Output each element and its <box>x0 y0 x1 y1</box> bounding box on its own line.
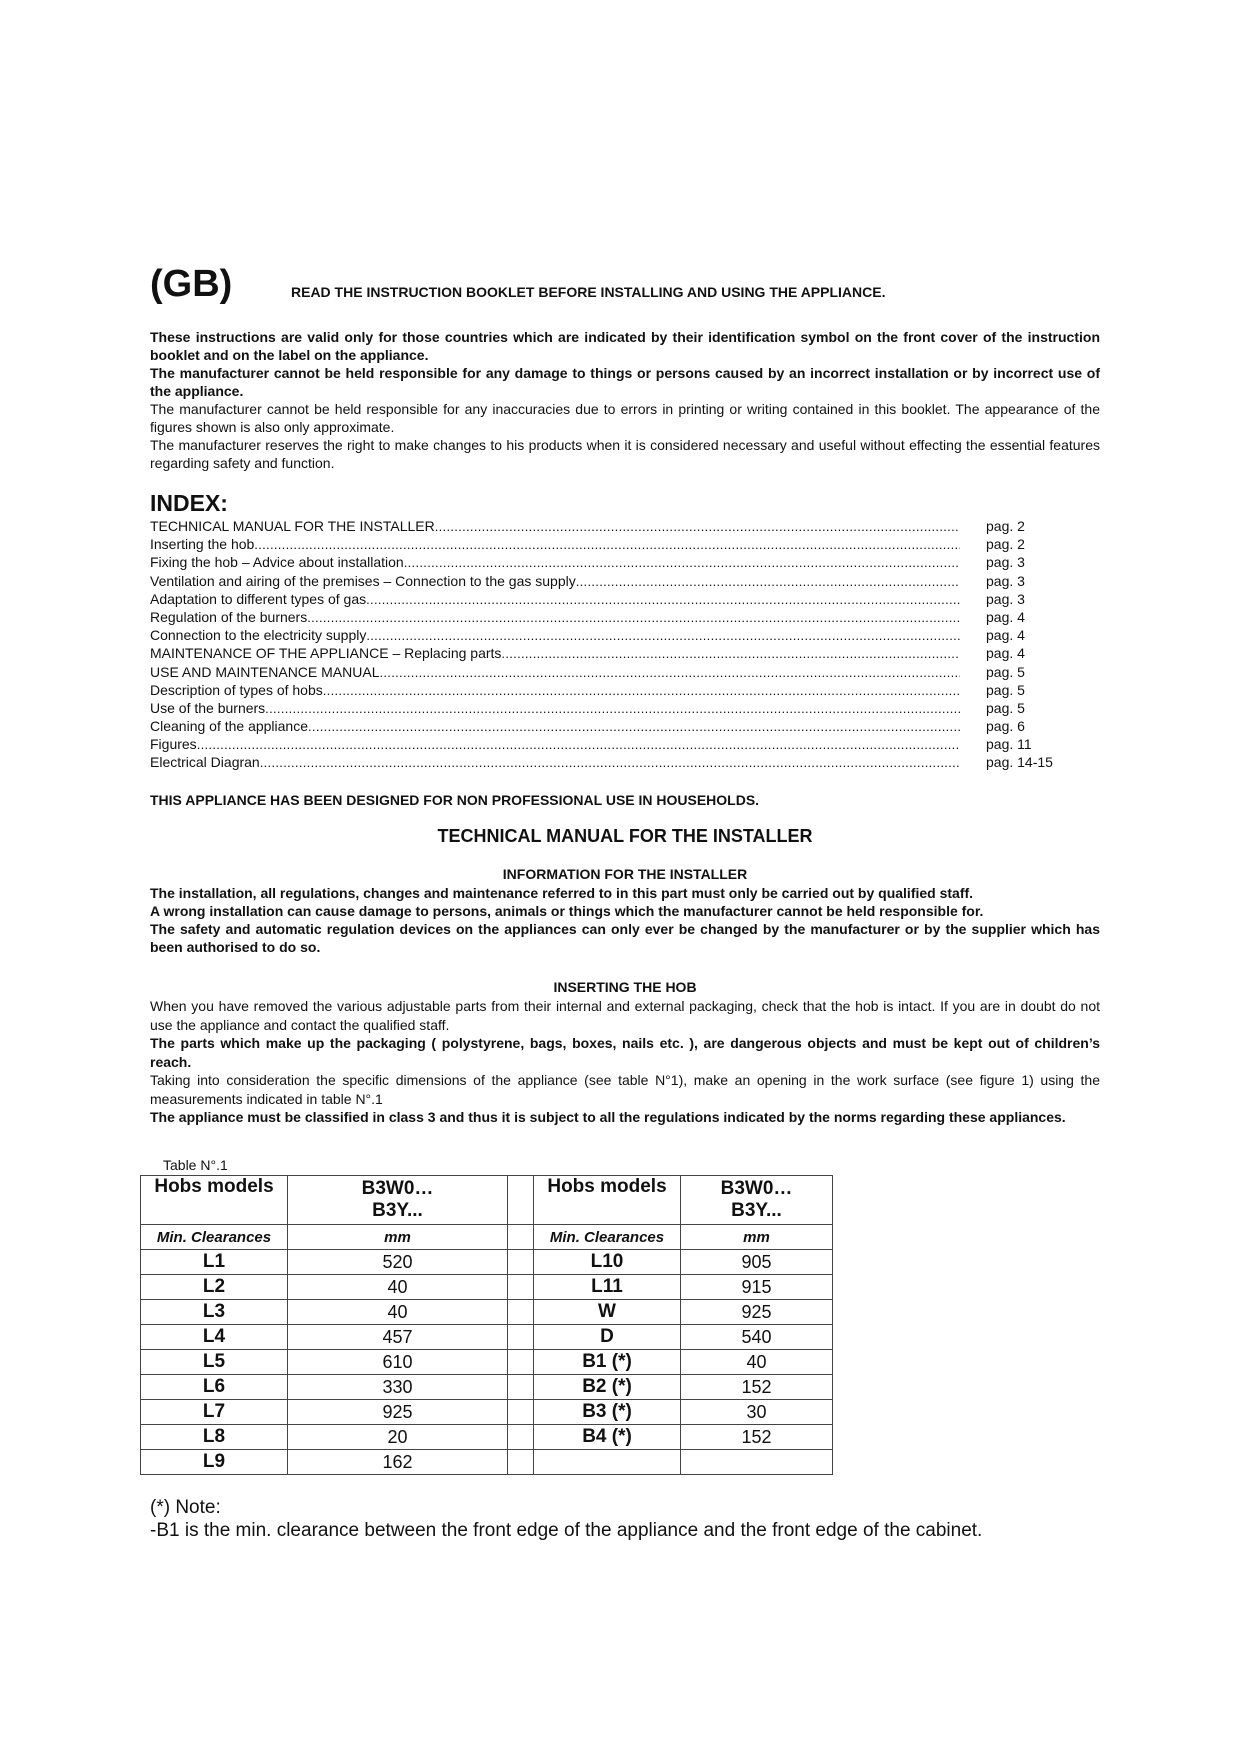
clearance-value: 330 <box>288 1375 508 1400</box>
index-entry-title-wrap <box>150 735 960 754</box>
intro-inaccuracies: The manufacturer cannot be held responsible for any inaccuracies due to errors in printing or writing contained in this booklet. The appearance of the figures shown is also only approximate. <box>150 401 1100 435</box>
index-title: INDEX: <box>150 490 228 516</box>
index-entry-page: pag. 6 <box>986 718 1025 735</box>
table-row <box>141 1450 833 1475</box>
intro-changes: The manufacturer reserves the right to make changes to his products when it is considered necessary and useful without effecting the essential features regarding safety and function. <box>150 437 1100 471</box>
clearance-label: B1 (*) <box>534 1350 681 1375</box>
clearance-label: B3 (*) <box>534 1400 681 1425</box>
clearance-label: L9 <box>141 1450 288 1475</box>
clearances-table <box>140 1175 833 1475</box>
table-gap <box>508 1350 534 1375</box>
inserting-paragraph: Taking into consideration the specific dimensions of the appliance (see table N°1), make an opening in the work surface (see figure 1) using the measurements indicated in table N°.1 <box>150 1072 1100 1107</box>
index-entry-page: pag. 3 <box>986 572 1025 589</box>
header-model-codes <box>681 1176 833 1225</box>
country-code: (GB) <box>150 263 233 305</box>
clearance-label: B4 (*) <box>534 1425 681 1450</box>
clearance-value: 610 <box>288 1350 508 1375</box>
index-entry <box>150 590 1100 608</box>
clearance-label: L6 <box>141 1375 288 1400</box>
index-leader-dots <box>576 572 960 591</box>
technical-manual-title: TECHNICAL MANUAL FOR THE INSTALLER <box>437 826 813 846</box>
index-leader-dots <box>265 699 960 718</box>
clearance-value: 30 <box>681 1400 833 1425</box>
index-entry <box>150 535 1100 553</box>
clearance-label: L8 <box>141 1425 288 1450</box>
clearance-value <box>681 1450 833 1475</box>
clearance-value: 40 <box>288 1275 508 1300</box>
index-entry-title: Cleaning of the appliance <box>150 718 309 735</box>
inserting-paragraph: The appliance must be classified in class 3 and thus it is subject to all the regulations indicated by the norms regarding these appliances. <box>150 1109 1066 1125</box>
model-code: B3Y... <box>731 1200 782 1221</box>
clearance-value: 925 <box>681 1300 833 1325</box>
table-row <box>141 1400 833 1425</box>
table-row <box>141 1275 833 1300</box>
table-gap <box>508 1375 534 1400</box>
table-row <box>141 1375 833 1400</box>
index-entry-title: Use of the burners <box>150 699 266 716</box>
table-row <box>141 1325 833 1350</box>
index-entry-title: TECHNICAL MANUAL FOR THE INSTALLER <box>150 518 435 534</box>
index-list <box>150 517 1100 772</box>
index-leader-dots <box>307 608 960 627</box>
index-entry-page: pag. 5 <box>986 663 1025 680</box>
clearance-label: L3 <box>141 1300 288 1325</box>
index-entry-page: pag. 3 <box>986 554 1025 571</box>
table-row <box>141 1425 833 1450</box>
index-entry-title-wrap <box>150 626 960 645</box>
non-professional-notice: THIS APPLIANCE HAS BEEN DESIGNED FOR NON PROFESSIONAL USE IN HOUSEHOLDS. <box>150 792 760 808</box>
header-row <box>150 262 1100 312</box>
index-entry-title-wrap <box>150 608 960 627</box>
table-gap <box>508 1400 534 1425</box>
index-entry <box>150 735 1100 753</box>
clearance-value: 925 <box>288 1400 508 1425</box>
index-entry-title-wrap <box>150 572 960 591</box>
index-entry <box>150 572 1100 590</box>
index-entry-title: Inserting the hob <box>150 536 255 553</box>
index-leader-dots <box>404 553 960 572</box>
clearance-label: L2 <box>141 1275 288 1300</box>
index-entry <box>150 517 1100 535</box>
index-entry-title: Figures <box>150 736 197 753</box>
clearance-label: L10 <box>534 1250 681 1275</box>
index-entry-page: pag. 4 <box>986 627 1025 644</box>
clearance-label: B2 (*) <box>534 1375 681 1400</box>
index-entry-title: Fixing the hob – Advice about installation <box>150 554 404 571</box>
index-entry-page: pag. 4 <box>986 645 1025 662</box>
index-entry-page: pag. 5 <box>986 681 1025 698</box>
clearance-value: 520 <box>288 1250 508 1275</box>
clearance-value: 40 <box>681 1350 833 1375</box>
table-gap <box>508 1275 534 1300</box>
clearance-label: L1 <box>141 1250 288 1275</box>
clearance-label: L4 <box>141 1325 288 1350</box>
note-text: -B1 is the min. clearance between the front edge of the appliance and the front edge of the cabinet. <box>150 1520 983 1541</box>
table-row <box>141 1250 833 1275</box>
clearance-value: 162 <box>288 1450 508 1475</box>
note-title: (*) Note: <box>150 1497 221 1518</box>
header-hobs-models: Hobs models <box>534 1176 681 1225</box>
table-row <box>141 1300 833 1325</box>
table-gap <box>508 1300 534 1325</box>
index-entry <box>150 681 1100 699</box>
clearance-value: 40 <box>288 1300 508 1325</box>
info-installer-title: INFORMATION FOR THE INSTALLER <box>502 866 748 882</box>
index-entry-title-wrap <box>150 535 960 554</box>
clearance-label: L5 <box>141 1350 288 1375</box>
info-paragraph: The installation, all regulations, changes and maintenance referred to in this part must only be carried out by qualified staff. <box>150 885 974 901</box>
table-gap <box>508 1225 534 1250</box>
index-entry <box>150 644 1100 662</box>
index-entry <box>150 608 1100 626</box>
index-entry-title: MAINTENANCE OF THE APPLIANCE – Replacing parts <box>150 645 502 662</box>
index-leader-dots <box>435 517 960 536</box>
intro-validity: These instructions are valid only for those countries which are indicated by their identification symbol on the front cover of the instruction booklet and on the label on the appliance. <box>150 329 1100 363</box>
index-entry-page: pag. 3 <box>986 590 1025 607</box>
index-leader-dots <box>308 717 960 736</box>
index-leader-dots <box>197 735 960 754</box>
intro-section <box>150 328 1100 472</box>
model-code: B3W0… <box>720 1178 793 1199</box>
inserting-paragraph: The parts which make up the packaging ( polystyrene, bags, boxes, nails etc. ), are dangerous objects and must be kept out of children’s reach. <box>150 1035 1100 1070</box>
clearance-value: 915 <box>681 1275 833 1300</box>
inserting-hob-title: INSERTING THE HOB <box>553 979 697 995</box>
index-entry-page: pag. 14-15 <box>986 754 1053 771</box>
clearance-value: 457 <box>288 1325 508 1350</box>
table-gap <box>508 1176 534 1225</box>
index-entry-title: Adaptation to different types of gas <box>150 590 367 607</box>
index-entry <box>150 553 1100 571</box>
index-entry-page: pag. 2 <box>986 518 1025 534</box>
index-entry <box>150 626 1100 644</box>
index-entry-page: pag. 2 <box>986 536 1025 553</box>
index-leader-dots <box>379 663 960 682</box>
info-installer-body <box>150 884 1100 956</box>
index-entry-title-wrap <box>150 681 960 700</box>
index-leader-dots <box>260 753 960 772</box>
clearance-value: 905 <box>681 1250 833 1275</box>
intro-liability: The manufacturer cannot be held responsible for any damage to things or persons caused by an incorrect installation or by incorrect use of the appliance. <box>150 365 1100 399</box>
model-code: B3Y... <box>372 1200 423 1221</box>
index-leader-dots <box>501 644 960 663</box>
index-leader-dots <box>254 535 960 554</box>
read-booklet-warning: READ THE INSTRUCTION BOOKLET BEFORE INSTALLING AND USING THE APPLIANCE. <box>291 284 886 300</box>
index-entry-title-wrap <box>150 517 960 536</box>
table-row <box>141 1350 833 1375</box>
index-entry-title: USE AND MAINTENANCE MANUAL <box>150 663 380 680</box>
index-entry-title-wrap <box>150 663 960 682</box>
index-entry <box>150 753 1100 771</box>
table-gap <box>508 1450 534 1475</box>
index-leader-dots <box>323 681 960 700</box>
table-caption: Table N°.1 <box>163 1157 228 1173</box>
clearance-label: D <box>534 1325 681 1350</box>
table-header-row <box>141 1176 833 1225</box>
clearance-label: W <box>534 1300 681 1325</box>
header-hobs-models: Hobs models <box>141 1176 288 1225</box>
index-entry-title-wrap <box>150 553 960 572</box>
index-entry-title: Description of types of hobs <box>150 681 323 698</box>
index-entry-title-wrap <box>150 644 960 663</box>
clearance-label: L7 <box>141 1400 288 1425</box>
index-entry-page: pag. 5 <box>986 699 1025 716</box>
index-entry-page: pag. 4 <box>986 608 1025 625</box>
table-gap <box>508 1425 534 1450</box>
clearance-label: L11 <box>534 1275 681 1300</box>
clearance-value: 20 <box>288 1425 508 1450</box>
index-entry-title: Ventilation and airing of the premises – Connection to the gas supply <box>150 572 576 589</box>
index-entry-title: Regulation of the burners <box>150 608 308 625</box>
index-entry-title-wrap <box>150 717 960 736</box>
table-gap <box>508 1325 534 1350</box>
inserting-hob-body <box>150 997 1100 1127</box>
table-subheader-row <box>141 1225 833 1250</box>
info-paragraph: The safety and automatic regulation devices on the appliances can only ever be changed by the manufacturer or by the supplier which has been authorised to do so. <box>150 921 1100 955</box>
index-leader-dots <box>366 590 960 609</box>
clearance-value: 152 <box>681 1375 833 1400</box>
subheader-min-clearances: Min. Clearances <box>141 1225 288 1250</box>
header-model-codes <box>288 1176 508 1225</box>
index-entry <box>150 663 1100 681</box>
index-entry-title-wrap <box>150 753 960 772</box>
index-entry-page: pag. 11 <box>986 736 1032 753</box>
model-code: B3W0… <box>361 1178 434 1199</box>
index-entry-title-wrap <box>150 699 960 718</box>
note-section <box>150 1496 982 1542</box>
clearance-label <box>534 1450 681 1475</box>
index-entry <box>150 699 1100 717</box>
index-entry-title: Connection to the electricity supply <box>150 627 367 644</box>
inserting-paragraph: When you have removed the various adjustable parts from their internal and external packaging, check that the hob is intact. If you are in doubt do not use the appliance and contact the qualified staff. <box>150 998 1100 1033</box>
index-entry <box>150 717 1100 735</box>
info-paragraph: A wrong installation can cause damage to persons, animals or things which the manufacturer cannot be held responsible for. <box>150 903 984 919</box>
clearance-value: 540 <box>681 1325 833 1350</box>
table-gap <box>508 1250 534 1275</box>
subheader-unit: mm <box>288 1225 508 1250</box>
subheader-unit: mm <box>681 1225 833 1250</box>
index-leader-dots <box>366 626 960 645</box>
clearance-value: 152 <box>681 1425 833 1450</box>
index-entry-title-wrap <box>150 590 960 609</box>
index-entry-title: Electrical Diagran <box>150 754 260 771</box>
subheader-min-clearances: Min. Clearances <box>534 1225 681 1250</box>
